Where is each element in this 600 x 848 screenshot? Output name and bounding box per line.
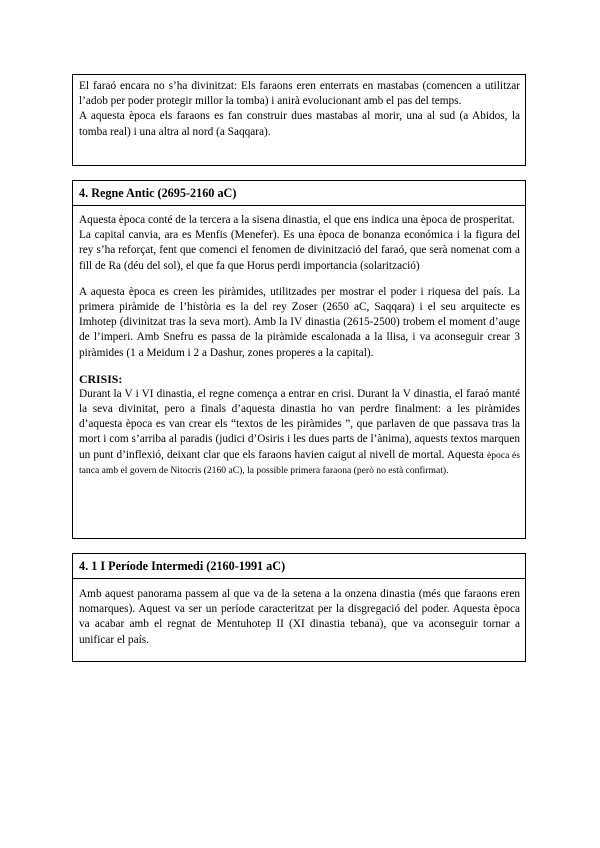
section-4-1-heading-box — [72, 553, 526, 579]
intro-paragraph-1: El faraó encara no s’ha divinitzat: Els faraons eren enterrats en mastabas (comencen a utilitzar l’adob per poder protegir millor la tomba) i anirà evolucionant amb el pas del temps. — [79, 80, 520, 108]
section-4-body-box — [72, 205, 526, 539]
section-4-1-paragraph-1: Amb aquest panorama passem al que va de la setena a la onzena dinastia (més que faraons eren nomarques). Aquest va ser un període caracteritzat per la disgregació del poder. Aquesta època va acabar amb el regnat de Mentuhotep II (XI dinastia tebana), que va aconseguir tornar a unificar el país. — [79, 588, 520, 646]
intro-box — [72, 74, 526, 166]
section-4-1-body-box — [72, 578, 526, 662]
crisis-heading: CRISIS: — [79, 371, 123, 386]
section-4-heading-box — [72, 180, 526, 206]
section-4-paragraph-3: A aquesta època es creen les piràmides, utilitzades per mostrar el poder i riquesa del país. La primera piràmide de l’història es la del rey Zoser (2650 aC, Saqqara) i el seu arquitecte es Imhotep (divinitzat tras la seva mort). Amb la IV dinastia (2615-2500) trobem el moment d’auge de l’imperi. Amb Snefru es passa de la piràmide escalonada a la llisa, i va aconseguir crear 3 piràmides (1 a Meidum i 2 a Dashur, zones properes a la capital). — [79, 285, 520, 359]
crisis-text-small: època és tanca amb el govern de Nitocris (2160 aC), la possible primera faraona (però no està confirmat). — [79, 449, 520, 476]
section-4-paragraph-2: La capital canvia, ara es Menfis (Menefer). Es una època de bonanza económica i la figura del rey s’ha reforçat, fent que comenci el fenomen de divinització del faraó, que serà nomenat com a fill de Ra (déu del sol), el que fa que Horus perdi importancia (solarització) — [79, 229, 520, 272]
section-4-paragraph-4 — [79, 387, 520, 478]
intro-paragraph-2: A aquesta època els faraons es fan construir dues mastabas al morir, una al sud (a Abidos, la tomba real) i una altra al nord (a Saqqara). — [79, 110, 520, 138]
section-4-heading: 4. Regne Antic (2695-2160 aC) — [79, 186, 237, 200]
section-4-paragraph-1: Aquesta època conté de la tercera a la sisena dinastia, el que ens indica una època de prosperitat. — [79, 214, 515, 226]
crisis-text: Durant la V i VI dinastia, el regne comença a entrar en crisi. Durant la V dinastia, el faraó manté la seva divinitat, pero a finals d’aquesta dinastia ho van perdre finalment: a les piràmides d’aquesta època es van crear els “textos de les piràmides ”, que parlaven de que passava tras la mort i com s’arriba al paradis (judici d’Osiris i les dues parts de l’ànima), aquests textos marquen un punt d’inflexió, deixant clar que els faraons havien caigut al nivell de mortal. Aquesta — [79, 387, 520, 461]
section-4-1-heading: 4. 1 I Període Intermedi (2160-1991 aC) — [79, 559, 286, 573]
